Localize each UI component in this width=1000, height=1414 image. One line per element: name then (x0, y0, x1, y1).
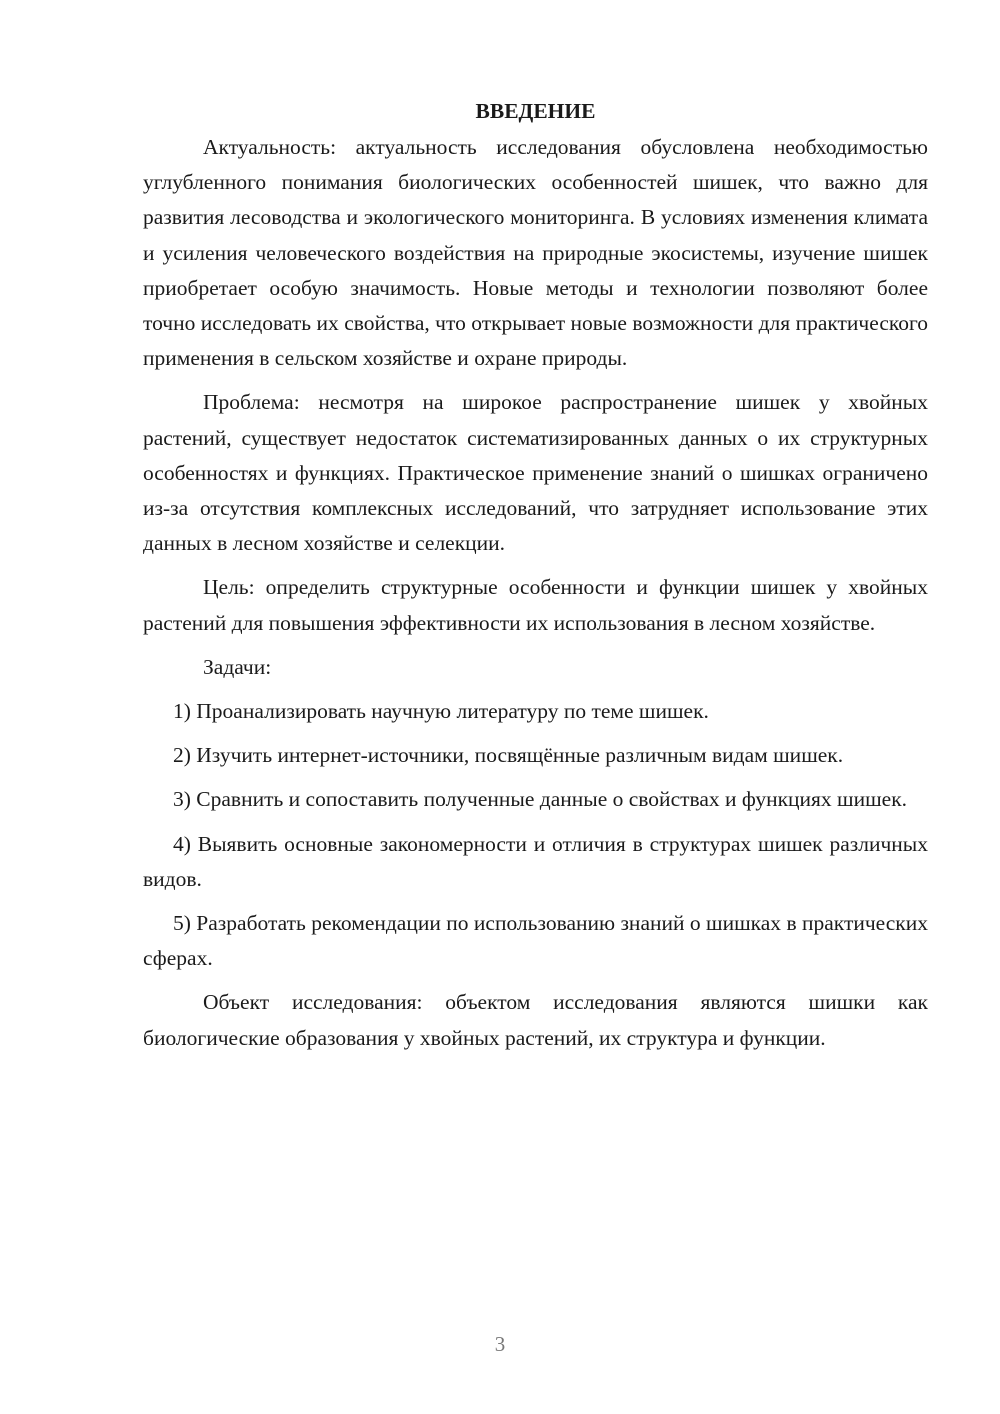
task-item: 2) Изучить интернет-источники, посвящённые различным видам шишек. (173, 743, 844, 768)
task-item: 5) Разработать рекомендации по использованию знаний о шишках в практических сферах. (143, 911, 928, 971)
tasks-heading: Задачи: (203, 654, 272, 679)
document-page (143, 92, 928, 1065)
section-title: ВВЕДЕНИЕ (475, 99, 596, 123)
task-item: 4) Выявить основные закономерности и отличия в структурах шишек различных видов. (143, 831, 928, 891)
task-item: 3) Сравнить и сопоставить полученные данные о свойствах и функциях шишек. (173, 787, 908, 812)
object-paragraph: Объект исследования: объектом исследования являются шишки как биологические образования у хвойных растений, их структура и функции. (143, 990, 928, 1050)
page-number: 3 (494, 1332, 506, 1356)
problem-paragraph: Проблема: несмотря на широкое распространение шишек у хвойных растений, существует недостаток систематизированных данных о их структурных особенностях и функциях. Практическое применение знаний о шишках ограничено из-за отсутствия комплексных исследований, что затрудняет использование этих данных в лесном хозяйстве и селекции. (143, 390, 928, 556)
relevance-paragraph: Актуальность: актуальность исследования обусловлена необходимостью углубленного понимания биологических особенностей шишек, что важно для развития лесоводства и экологического мониторинга. В условиях изменения климата и усиления человеческого воздействия на природные экосистемы, изучение шишек приобретает особую значимость. Новые методы и технологии позволяют более точно исследовать их свойства, что открывает новые возможности для практического применения в сельском хозяйстве и охране природы. (143, 135, 928, 371)
task-item: 1) Проанализировать научную литературу по теме шишек. (173, 699, 709, 724)
goal-paragraph: Цель: определить структурные особенности и функции шишек у хвойных растений для повышения эффективности их использования в лесном хозяйстве. (143, 575, 928, 635)
